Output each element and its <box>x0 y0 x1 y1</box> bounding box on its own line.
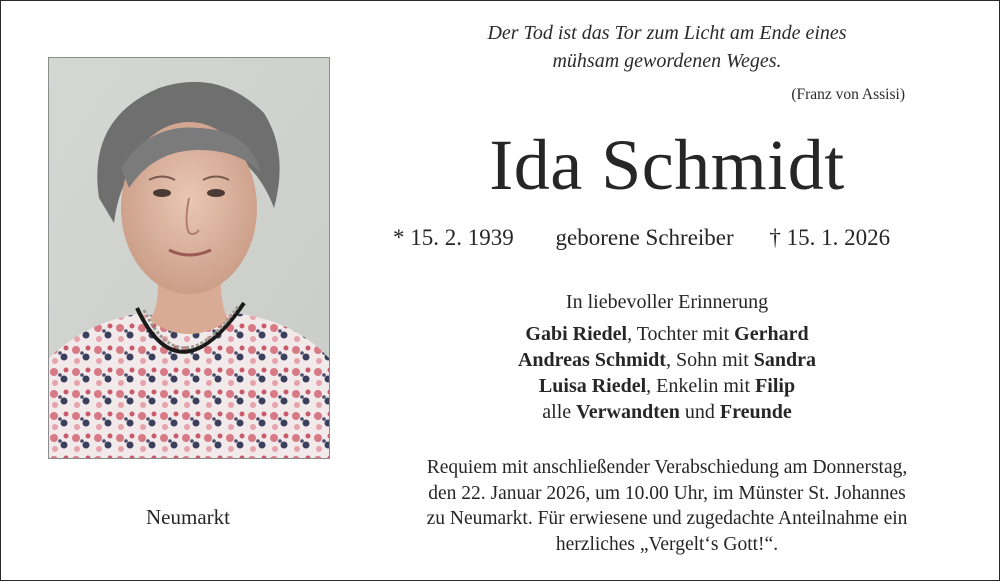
portrait-photo <box>48 57 330 459</box>
mourner-name: Verwandten <box>576 401 680 423</box>
mourner-line <box>371 347 963 373</box>
place-name: Neumarkt <box>146 505 230 529</box>
mourner-line <box>371 373 963 399</box>
deceased-name: Ida Schmidt <box>489 125 845 205</box>
mourner-partner: Sandra <box>753 349 817 371</box>
life-dates <box>393 223 890 253</box>
mourner-relation: und <box>679 401 720 423</box>
birth-date: * 15. 2. 1939 <box>393 225 514 250</box>
death-date: † 15. 1. 2026 <box>769 225 891 250</box>
requiem-notice <box>363 455 971 557</box>
mourner-partner: Gerhard <box>734 323 809 345</box>
mourner-name: Gabi Riedel <box>525 323 628 345</box>
requiem-line-4: herzliches „Vergelt‘s Gott!“. <box>555 533 779 555</box>
mourner-line <box>371 399 963 425</box>
maiden-name: geborene Schreiber <box>555 225 734 250</box>
portrait-image <box>49 58 329 458</box>
memory-heading: In liebevoller Erinnerung <box>565 291 769 313</box>
mourner-name: Luisa Riedel <box>538 375 647 397</box>
mourner-line <box>371 321 963 347</box>
requiem-line-2: den 22. Januar 2026, um 10.00 Uhr, im Münster St. Johannes <box>428 482 906 504</box>
quote-line-2: mühsam gewordenen Weges. <box>552 50 782 72</box>
mourner-relation: , Tochter mit <box>627 323 735 345</box>
memorial-quote <box>371 19 963 75</box>
requiem-line-1: Requiem mit anschließender Verabschiedung am Donnerstag, <box>426 457 908 478</box>
mourner-relation: , Enkelin mit <box>646 375 756 397</box>
quote-line-1: Der Tod ist das Tor zum Licht am Ende eines <box>487 22 847 44</box>
mourner-partner: Freunde <box>719 401 792 423</box>
requiem-line-3: zu Neumarkt. Für erwiesene und zugedachte Anteilnahme ein <box>426 508 908 529</box>
mourners-list <box>371 321 963 425</box>
mourner-prefix: alle <box>542 401 577 423</box>
mourner-name: Andreas Schmidt <box>517 349 666 371</box>
mourner-relation: , Sohn mit <box>665 349 754 371</box>
quote-source: (Franz von Assisi) <box>791 86 905 103</box>
mourner-partner: Filip <box>755 375 796 397</box>
